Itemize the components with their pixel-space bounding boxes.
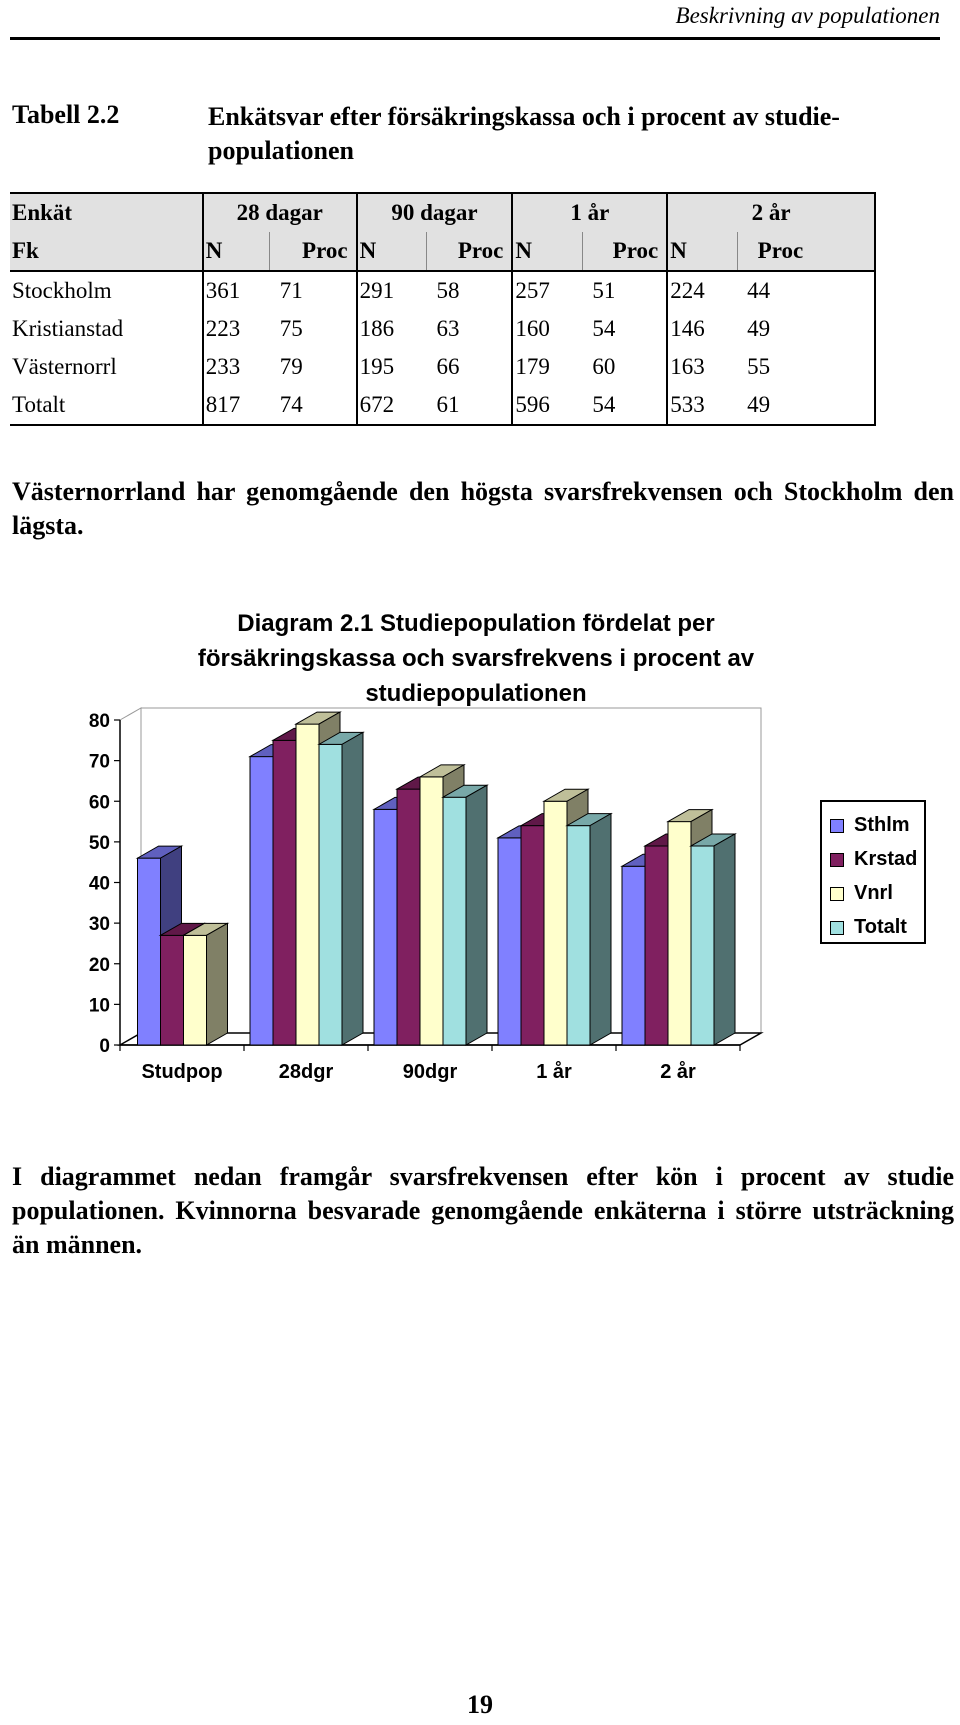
n-header: N [357,232,427,271]
paragraph-gender: I diagrammet nedan framgår svarsfrekvensen efter kön i procent av studie populationen. Kvinnorna besvarade genomgående enkäterna i större utsträckning än männen. [12,1162,954,1259]
table-header-row-groups [10,193,875,232]
table-cell: 54 [582,310,667,348]
proc-header: Proc [737,232,875,271]
x-tick-label: 90dgr [402,1061,458,1083]
bar-front [250,757,273,1045]
x-tick-label: 2 år [660,1061,696,1083]
bar-side [466,785,487,1045]
table-cell: 223 [205,316,241,341]
running-title: Beskrivning av populationen [675,3,940,28]
proc-header: Proc [582,232,667,271]
n-header: N [512,232,582,271]
y-tick-label: 60 [88,792,110,814]
bar-side [590,814,611,1045]
n-header: N [203,232,270,271]
proc-header: Proc [270,232,357,271]
table-cell: 672 [357,386,427,425]
table-caption: Enkätsvar efter försäkringskassa och i procent av studie-populationen [208,102,840,165]
bar-chart [0,690,960,1100]
table-cell: 60 [582,348,667,386]
table-cell: 257 [515,278,550,303]
bar-front [161,935,184,1045]
paragraph-response-rates: Västernorrland har genomgående den högsta svarsfrekvensen och Stockholm den lägsta. [12,477,954,540]
n-header: N [667,232,737,271]
y-tick-label: 10 [88,995,110,1017]
table-cell: 195 [359,354,395,379]
table-cell: 533 [667,386,737,425]
legend-label: Sthlm [854,814,910,836]
bar-front [397,789,420,1045]
chart-legend [820,800,926,944]
bar-side [207,923,228,1045]
bar-front [184,935,207,1045]
table-cell: 233 [205,354,241,379]
bar-front [567,826,590,1045]
y-tick-label: 20 [88,954,110,976]
table-row [10,348,875,386]
table-cell: 163 [670,354,705,379]
table-cell: 291 [359,278,395,303]
bar-front [498,838,521,1045]
y-tick-label: 0 [99,1036,110,1057]
y-tick-label: 70 [88,751,110,773]
table-cell: 66 [427,348,513,386]
table-row [10,271,875,310]
page-number: 19 [467,1690,493,1719]
table-cell: 596 [512,386,582,425]
x-tick-label: 28dgr [278,1061,334,1083]
table-cell: 75 [270,310,357,348]
y-tick-label: 40 [88,873,110,895]
bar-front [273,740,296,1045]
y-tick-label: 80 [88,711,110,732]
row-label: Västernorrl [10,348,203,386]
row-label: Stockholm [10,271,203,310]
y-tick-label: 50 [88,832,110,854]
group-header: 90 dagar [357,193,513,232]
bar-front [374,809,397,1045]
table-cell: 79 [270,348,357,386]
bar-front [443,797,466,1045]
table-cell: 71 [270,271,357,310]
bar-front [668,822,691,1045]
legend-item [830,880,893,906]
legend-swatch [830,887,844,901]
legend-swatch [830,853,844,867]
table-cell: 49 [737,386,875,425]
bar-front [691,846,714,1045]
table-cell: 186 [359,316,395,341]
bar-side [714,834,735,1045]
table-header-row-sub [10,232,875,271]
table-cell: 361 [205,278,241,303]
table-cell: 51 [582,271,667,310]
bar-front [622,866,645,1045]
table-row [10,310,875,348]
table-row-total [10,386,875,425]
table-cell: 44 [737,271,875,310]
table-cell: 58 [427,271,513,310]
table-label: Tabell 2.2 [12,100,120,129]
running-header [10,0,940,40]
legend-item [830,846,917,872]
legend-swatch [830,819,844,833]
y-tick-label: 30 [88,914,110,936]
row-label: Totalt [10,386,203,425]
legend-label: Totalt [854,916,907,938]
group-header: 28 dagar [203,193,357,232]
legend-swatch [830,921,844,935]
bar-front [296,724,319,1045]
table-cell: 63 [427,310,513,348]
bar-front [138,858,161,1045]
table-cell: 61 [427,386,513,425]
bar-front [319,744,342,1045]
row-label: Kristianstad [10,310,203,348]
legend-item [830,914,907,940]
table-cell: 146 [670,316,705,341]
legend-label: Vnrl [854,882,893,904]
table-cell: 224 [670,278,705,303]
table-cell: 179 [515,354,550,379]
bar-front [645,846,668,1045]
fk-header: Fk [10,232,203,271]
x-tick-label: Studpop [141,1061,223,1083]
legend-label: Krstad [854,848,918,870]
table-cell: 49 [737,310,875,348]
x-tick-label: 1 år [536,1061,572,1083]
table-cell: 817 [203,386,270,425]
enkat-header: Enkät [10,193,203,232]
bar-front [420,777,443,1045]
group-header: 1 år [512,193,667,232]
survey-table [10,192,876,426]
group-header: 2 år [667,193,875,232]
bar-front [544,801,567,1045]
table-cell: 160 [515,316,550,341]
table-cell: 74 [270,386,357,425]
bar-side [342,732,363,1045]
proc-header: Proc [427,232,513,271]
bar-front [521,826,544,1045]
legend-item [830,812,910,838]
table-cell: 55 [737,348,875,386]
chart-title: Diagram 2.1 Studiepopulation fördelat per försäkringskassa och svarsfrekvens i procent av studiepopulationen [197,610,755,707]
table-cell: 54 [582,386,667,425]
